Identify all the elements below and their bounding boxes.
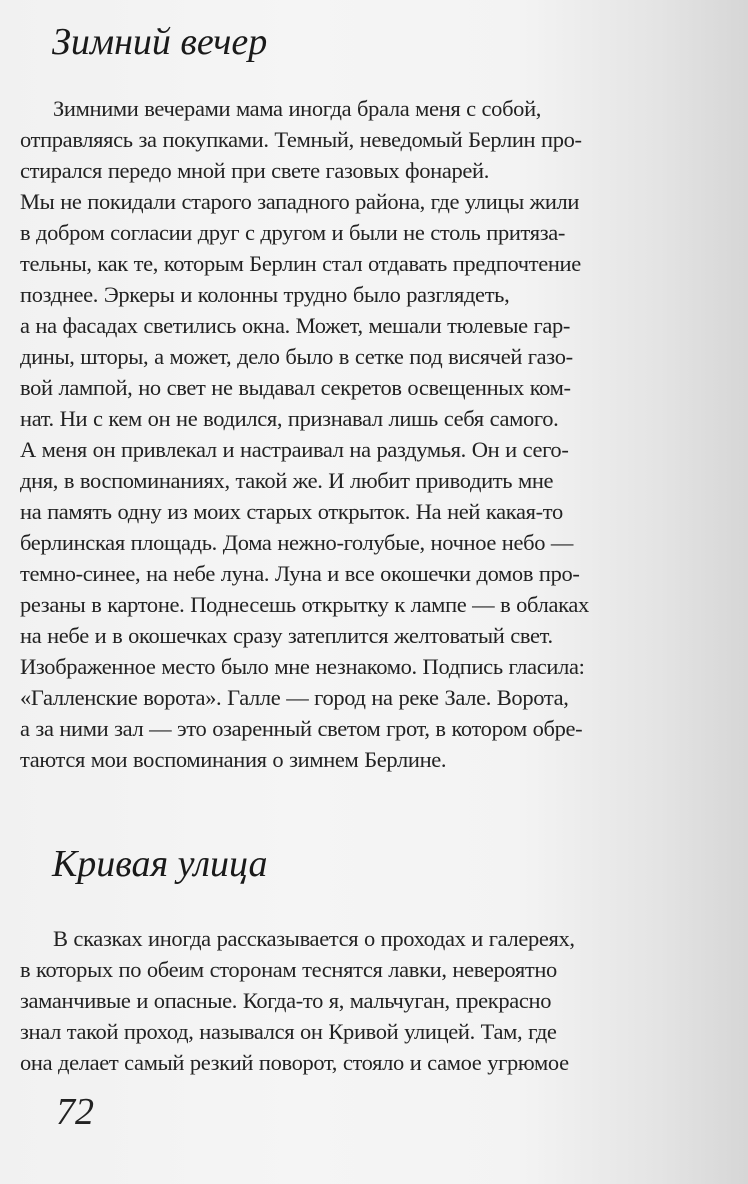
text-line: резаны в картоне. Поднесешь открытку к лампе — в облаках [20,592,589,617]
page-number: 72 [56,1091,94,1133]
text-line: вой лампой, но свет не выдавал секретов освещенных ком- [20,375,571,400]
text-line: дины, шторы, а может, дело было в сетке под висячей газо- [20,344,573,369]
text-line: в добром согласии друг с другом и были не столь притяза- [20,220,566,245]
section-text-crooked-street [20,923,660,1078]
text-line: заманчивые и опасные. Когда-то я, мальчуган, прекрасно [20,988,552,1013]
text-line: в которых по обеим сторонам теснятся лавки, невероятно [20,957,557,982]
text-line: В сказках иногда рассказывается о проходах и галереях, [53,926,575,951]
text-line: на память одну из моих старых открыток. На ней какая-то [20,499,563,524]
text-line: Изображенное место было мне незнакомо. Подпись гласила: [20,654,585,679]
text-line: стирался передо мной при свете газовых фонарей. [20,158,489,183]
text-line: Зимними вечерами мама иногда брала меня с собой, [53,96,542,121]
text-line: знал такой проход, назывался он Кривой улицей. Там, где [20,1019,557,1044]
text-line: отправляясь за покупками. Темный, неведомый Берлин про- [20,127,582,152]
text-line: на небе и в окошечках сразу затеплится желтоватый свет. [20,623,553,648]
text-line: позднее. Эркеры и колонны трудно было разглядеть, [20,282,510,307]
text-line: тельны, как те, которым Берлин стал отдавать предпочтение [20,251,581,276]
text-line: а за ними зал — это озаренный светом грот, в котором обре- [20,716,583,741]
text-line: темно-синее, на небе луна. Луна и все окошечки домов про- [20,561,580,586]
text-line: «Галленские ворота». Галле — город на реке Зале. Ворота, [20,685,569,710]
section-title-crooked-street: Кривая улица [52,843,268,885]
text-line: нат. Ни с кем он не водился, признавал лишь себя самого. [20,406,559,431]
section-title-winter-evening: Зимний вечер [52,21,268,63]
section-text-winter-evening [20,93,660,775]
text-line: Мы не покидали старого западного района, где улицы жили [20,189,580,214]
text-line: А меня он привлекал и настраивал на раздумья. Он и сего- [20,437,569,462]
text-line: а на фасадах светились окна. Может, мешали тюлевые гар- [20,313,571,338]
text-line: таются мои воспоминания о зимнем Берлине. [20,747,447,772]
text-line: берлинская площадь. Дома нежно-голубые, ночное небо — [20,530,574,555]
text-line: дня, в воспоминаниях, такой же. И любит приводить мне [20,468,554,493]
text-line: она делает самый резкий поворот, стояло и самое угрюмое [20,1050,569,1075]
